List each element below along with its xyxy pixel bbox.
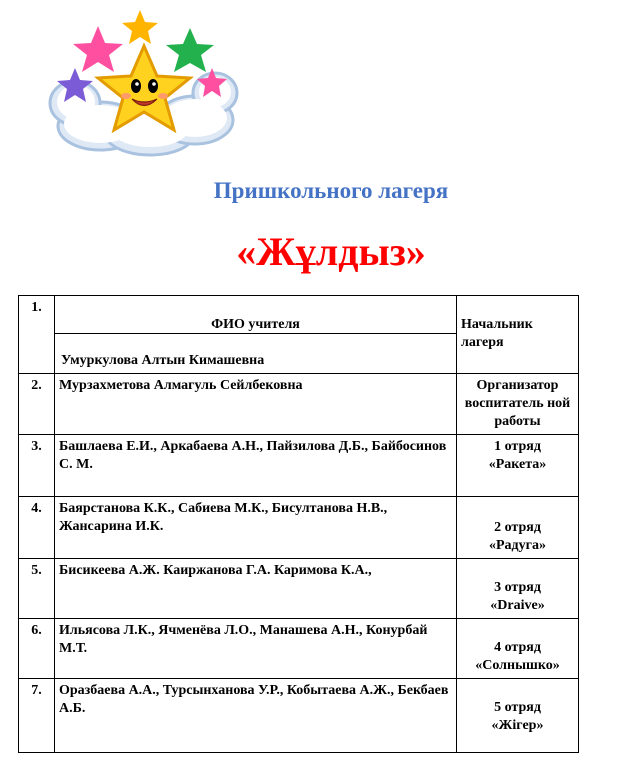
camp-title: «Жұлдыз» bbox=[236, 229, 426, 274]
squad-name: «Draive» bbox=[490, 598, 545, 613]
role-cell bbox=[457, 559, 579, 619]
role-cell bbox=[457, 497, 579, 559]
teacher-names: Баярстанова К.К., Сабиева М.К., Бисултанова Н.В., Жансарина И.К. bbox=[55, 497, 457, 559]
row-number: 2. bbox=[19, 374, 55, 435]
table-row bbox=[19, 497, 579, 559]
table-row bbox=[19, 559, 579, 619]
staff-table bbox=[18, 295, 579, 753]
squad-name: «Ракета» bbox=[488, 457, 547, 472]
squad-name: «Солнышко» bbox=[475, 658, 560, 673]
role-cell bbox=[457, 679, 579, 753]
fio-column-header: ФИО учителя bbox=[55, 296, 456, 334]
squad-number: 1 отряд bbox=[494, 439, 541, 454]
table-row bbox=[19, 296, 579, 374]
squad-number: 4 отряд bbox=[494, 640, 541, 655]
table-row bbox=[19, 619, 579, 679]
teacher-names: Ильясова Л.К., Ячменёва Л.О., Манашева А.Н., Конурбай М.Т. bbox=[55, 619, 457, 679]
table-row bbox=[19, 679, 579, 753]
teacher-cell bbox=[55, 296, 457, 374]
camp-logo bbox=[40, 8, 240, 158]
teacher-names: Бисикеева А.Ж. Каиржанова Г.А. Каримова К.А., bbox=[55, 559, 457, 619]
teacher-names: Мурзахметова Алмагуль Сейлбековна bbox=[55, 374, 457, 435]
squad-number: 5 отряд bbox=[494, 700, 541, 715]
teacher-names: Оразбаева А.А., Турсынханова У.Р., Кобытаева А.Ж., Бекбаев А.Б. bbox=[55, 679, 457, 753]
row-number: 4. bbox=[19, 497, 55, 559]
role-cell bbox=[457, 619, 579, 679]
row-number: 6. bbox=[19, 619, 55, 679]
table-row bbox=[19, 435, 579, 497]
row-number: 3. bbox=[19, 435, 55, 497]
row-number: 5. bbox=[19, 559, 55, 619]
squad-name: «Радуга» bbox=[489, 538, 546, 553]
squad-name: «Жігер» bbox=[491, 718, 544, 733]
teacher-names: Башлаева Е.И., Аркабаева А.Н., Пайзилова Д.Б., Байбосинов С. М. bbox=[55, 435, 457, 497]
camp-subtitle: Пришкольного лагеря bbox=[213, 178, 449, 203]
role-cell: Организатор воспитатель ной работы bbox=[457, 374, 579, 435]
squad-number: 3 отряд bbox=[494, 580, 541, 595]
role-cell bbox=[457, 435, 579, 497]
star-cloud-icon bbox=[40, 8, 240, 158]
teacher-names: Умуркулова Алтын Кимашевна bbox=[61, 353, 265, 368]
row-number: 1. bbox=[19, 296, 55, 374]
row-number: 7. bbox=[19, 679, 55, 753]
role-cell: Начальник лагеря bbox=[457, 296, 579, 374]
squad-number: 2 отряд bbox=[494, 520, 541, 535]
table-row bbox=[19, 374, 579, 435]
